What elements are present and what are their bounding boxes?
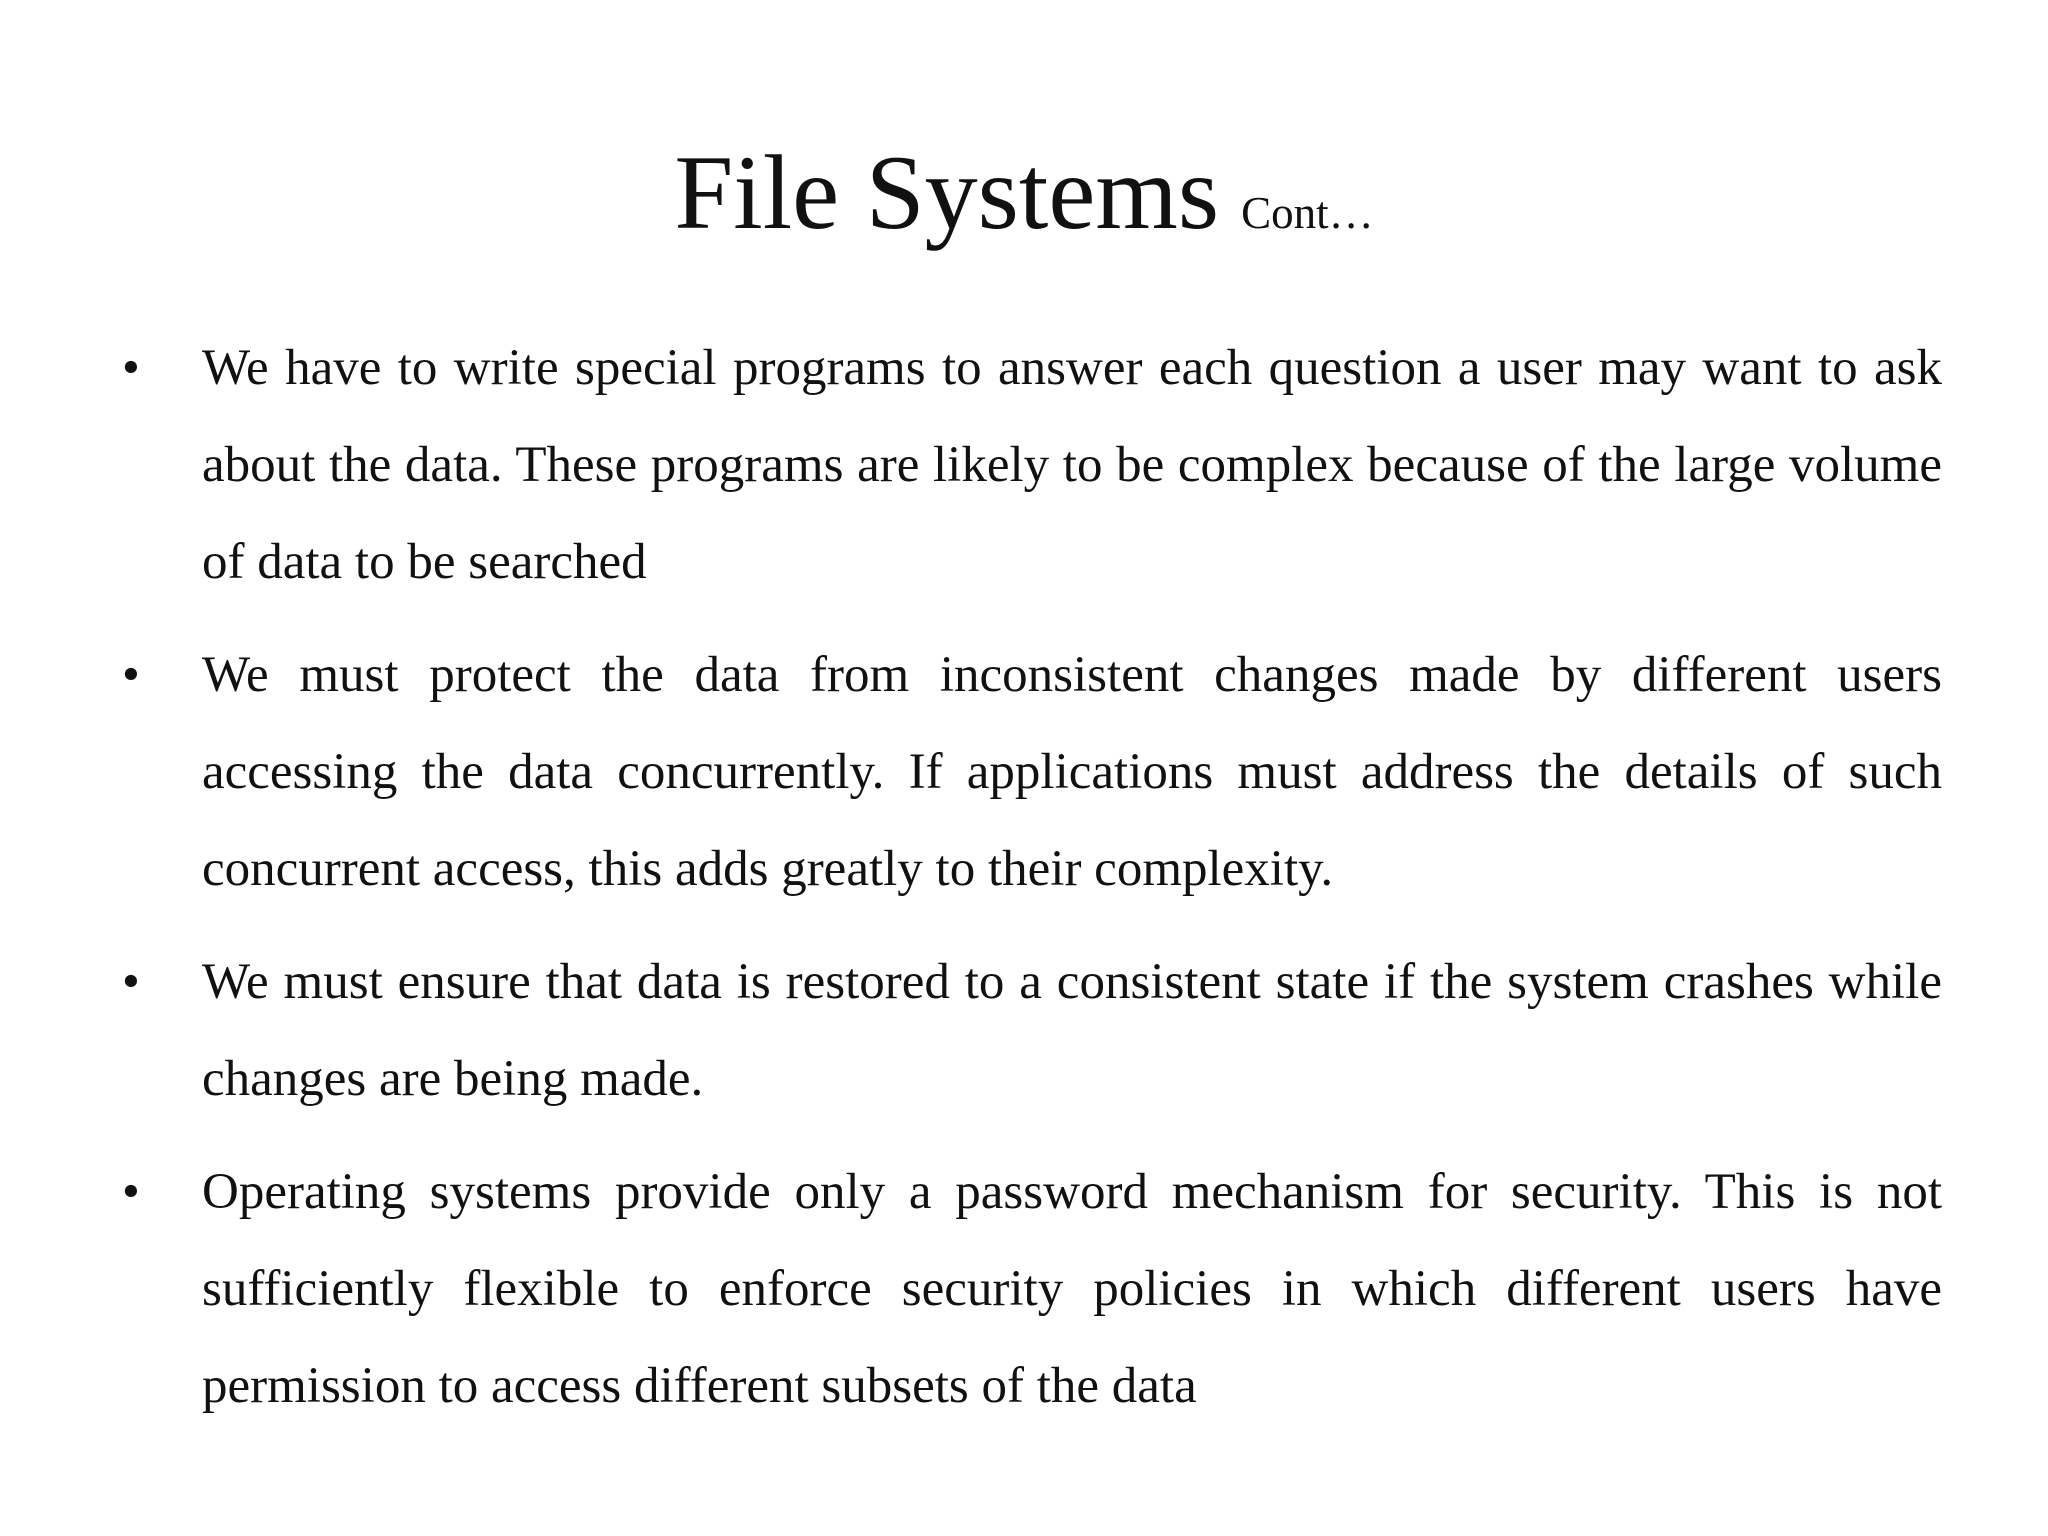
bullet-text: We have to write special programs to answer each question a user may want to ask about the data. These programs are likely to be complex because of the large volume of data to be searched (202, 340, 1942, 590)
bullet-text: We must ensure that data is restored to a consistent state if the system crashes while changes are being made. (202, 954, 1942, 1107)
bullet-icon: • (122, 340, 140, 396)
bullet-text: Operating systems provide only a password mechanism for security. This is not sufficiently flexible to enforce security policies in which different users have permission to access different subsets of the data (202, 1164, 1942, 1414)
bullet-text: We must protect the data from inconsistent changes made by different users accessing the data concurrently. If applications must address the details of such concurrent access, this adds greatly to their complexity. (202, 647, 1942, 897)
title-continuation: Cont… (1241, 188, 1374, 238)
bullet-icon: • (122, 1164, 140, 1220)
title-main: File Systems (674, 134, 1220, 251)
page-title (0, 134, 2048, 251)
bullet-list (0, 320, 2048, 1451)
bullet-icon: • (122, 954, 140, 1010)
list-item (0, 320, 2048, 611)
list-item (0, 934, 2048, 1128)
bullet-icon: • (122, 647, 140, 703)
list-item (0, 1144, 2048, 1435)
list-item (0, 627, 2048, 918)
